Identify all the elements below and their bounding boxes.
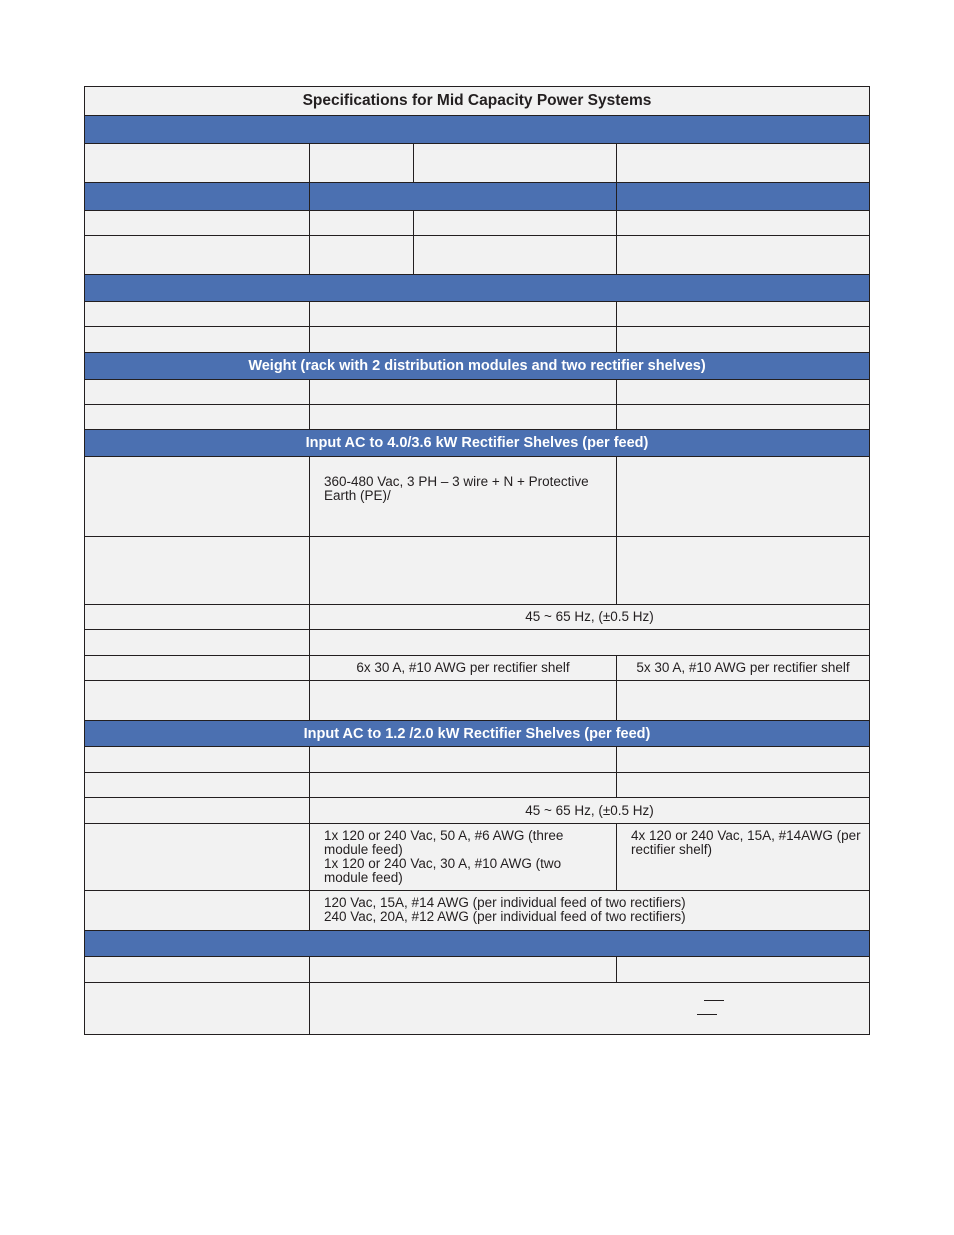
table-row [85,604,869,629]
frequency-text: 45 ~ 65 Hz, (±0.5 Hz) [309,798,869,823]
table-title: Specifications for Mid Capacity Power Systems [302,92,652,109]
breaker-text-b: 4x 120 or 240 Vac, 15A, #14AWG (per rectifier shelf) [616,824,869,890]
table-row [85,301,869,326]
frequency-text: 45 ~ 65 Hz, (±0.5 Hz) [309,605,869,629]
section-title: Weight (rack with 2 distribution modules and two rectifier shelves) [85,353,869,379]
section-title: Input AC to 1.2 /2.0 kW Rectifier Shelves (per feed) [85,721,869,746]
table-row [85,536,869,604]
section-band-input-low [85,720,869,746]
table-row [85,746,869,772]
table-row [85,823,869,890]
table-row [85,456,869,536]
table-row [85,210,869,235]
table-row [85,404,869,429]
table-row [85,772,869,797]
section-band [85,115,869,143]
underline-mark [697,1014,717,1015]
table-row [85,655,869,680]
voltage-3ph-text: 360-480 Vac, 3 PH – 3 wire + N + Protective Earth (PE)/ [309,457,616,536]
section-band [85,930,869,956]
table-row [85,890,869,930]
table-row [85,797,869,823]
section-band [85,182,869,210]
underline-mark [704,1000,724,1001]
individual-feed-text: 120 Vac, 15A, #14 AWG (per individual feed of two rectifiers) 240 Vac, 20A, #12 AWG (per individual feed of two rectifiers) [309,891,869,930]
table-row [85,326,869,352]
table-row [85,379,869,404]
table-row [85,235,869,274]
breaker-text-a: 6x 30 A, #10 AWG per rectifier shelf [309,656,616,680]
section-title: Input AC to 4.0/3.6 kW Rectifier Shelves (per feed) [85,430,869,456]
section-band [85,274,869,301]
table-row [85,143,869,182]
section-band-weight [85,352,869,379]
table-row [85,680,869,720]
breaker-text-a: 1x 120 or 240 Vac, 50 A, #6 AWG (three module feed) 1x 120 or 240 Vac, 30 A, #10 AWG (two module feed) [309,824,616,890]
table-row [85,982,869,1034]
section-band-input-high [85,429,869,456]
table-title-row [85,87,869,115]
table-row [85,956,869,982]
spec-table [84,86,870,1035]
table-row [85,629,869,655]
breaker-text-b: 5x 30 A, #10 AWG per rectifier shelf [616,656,869,680]
